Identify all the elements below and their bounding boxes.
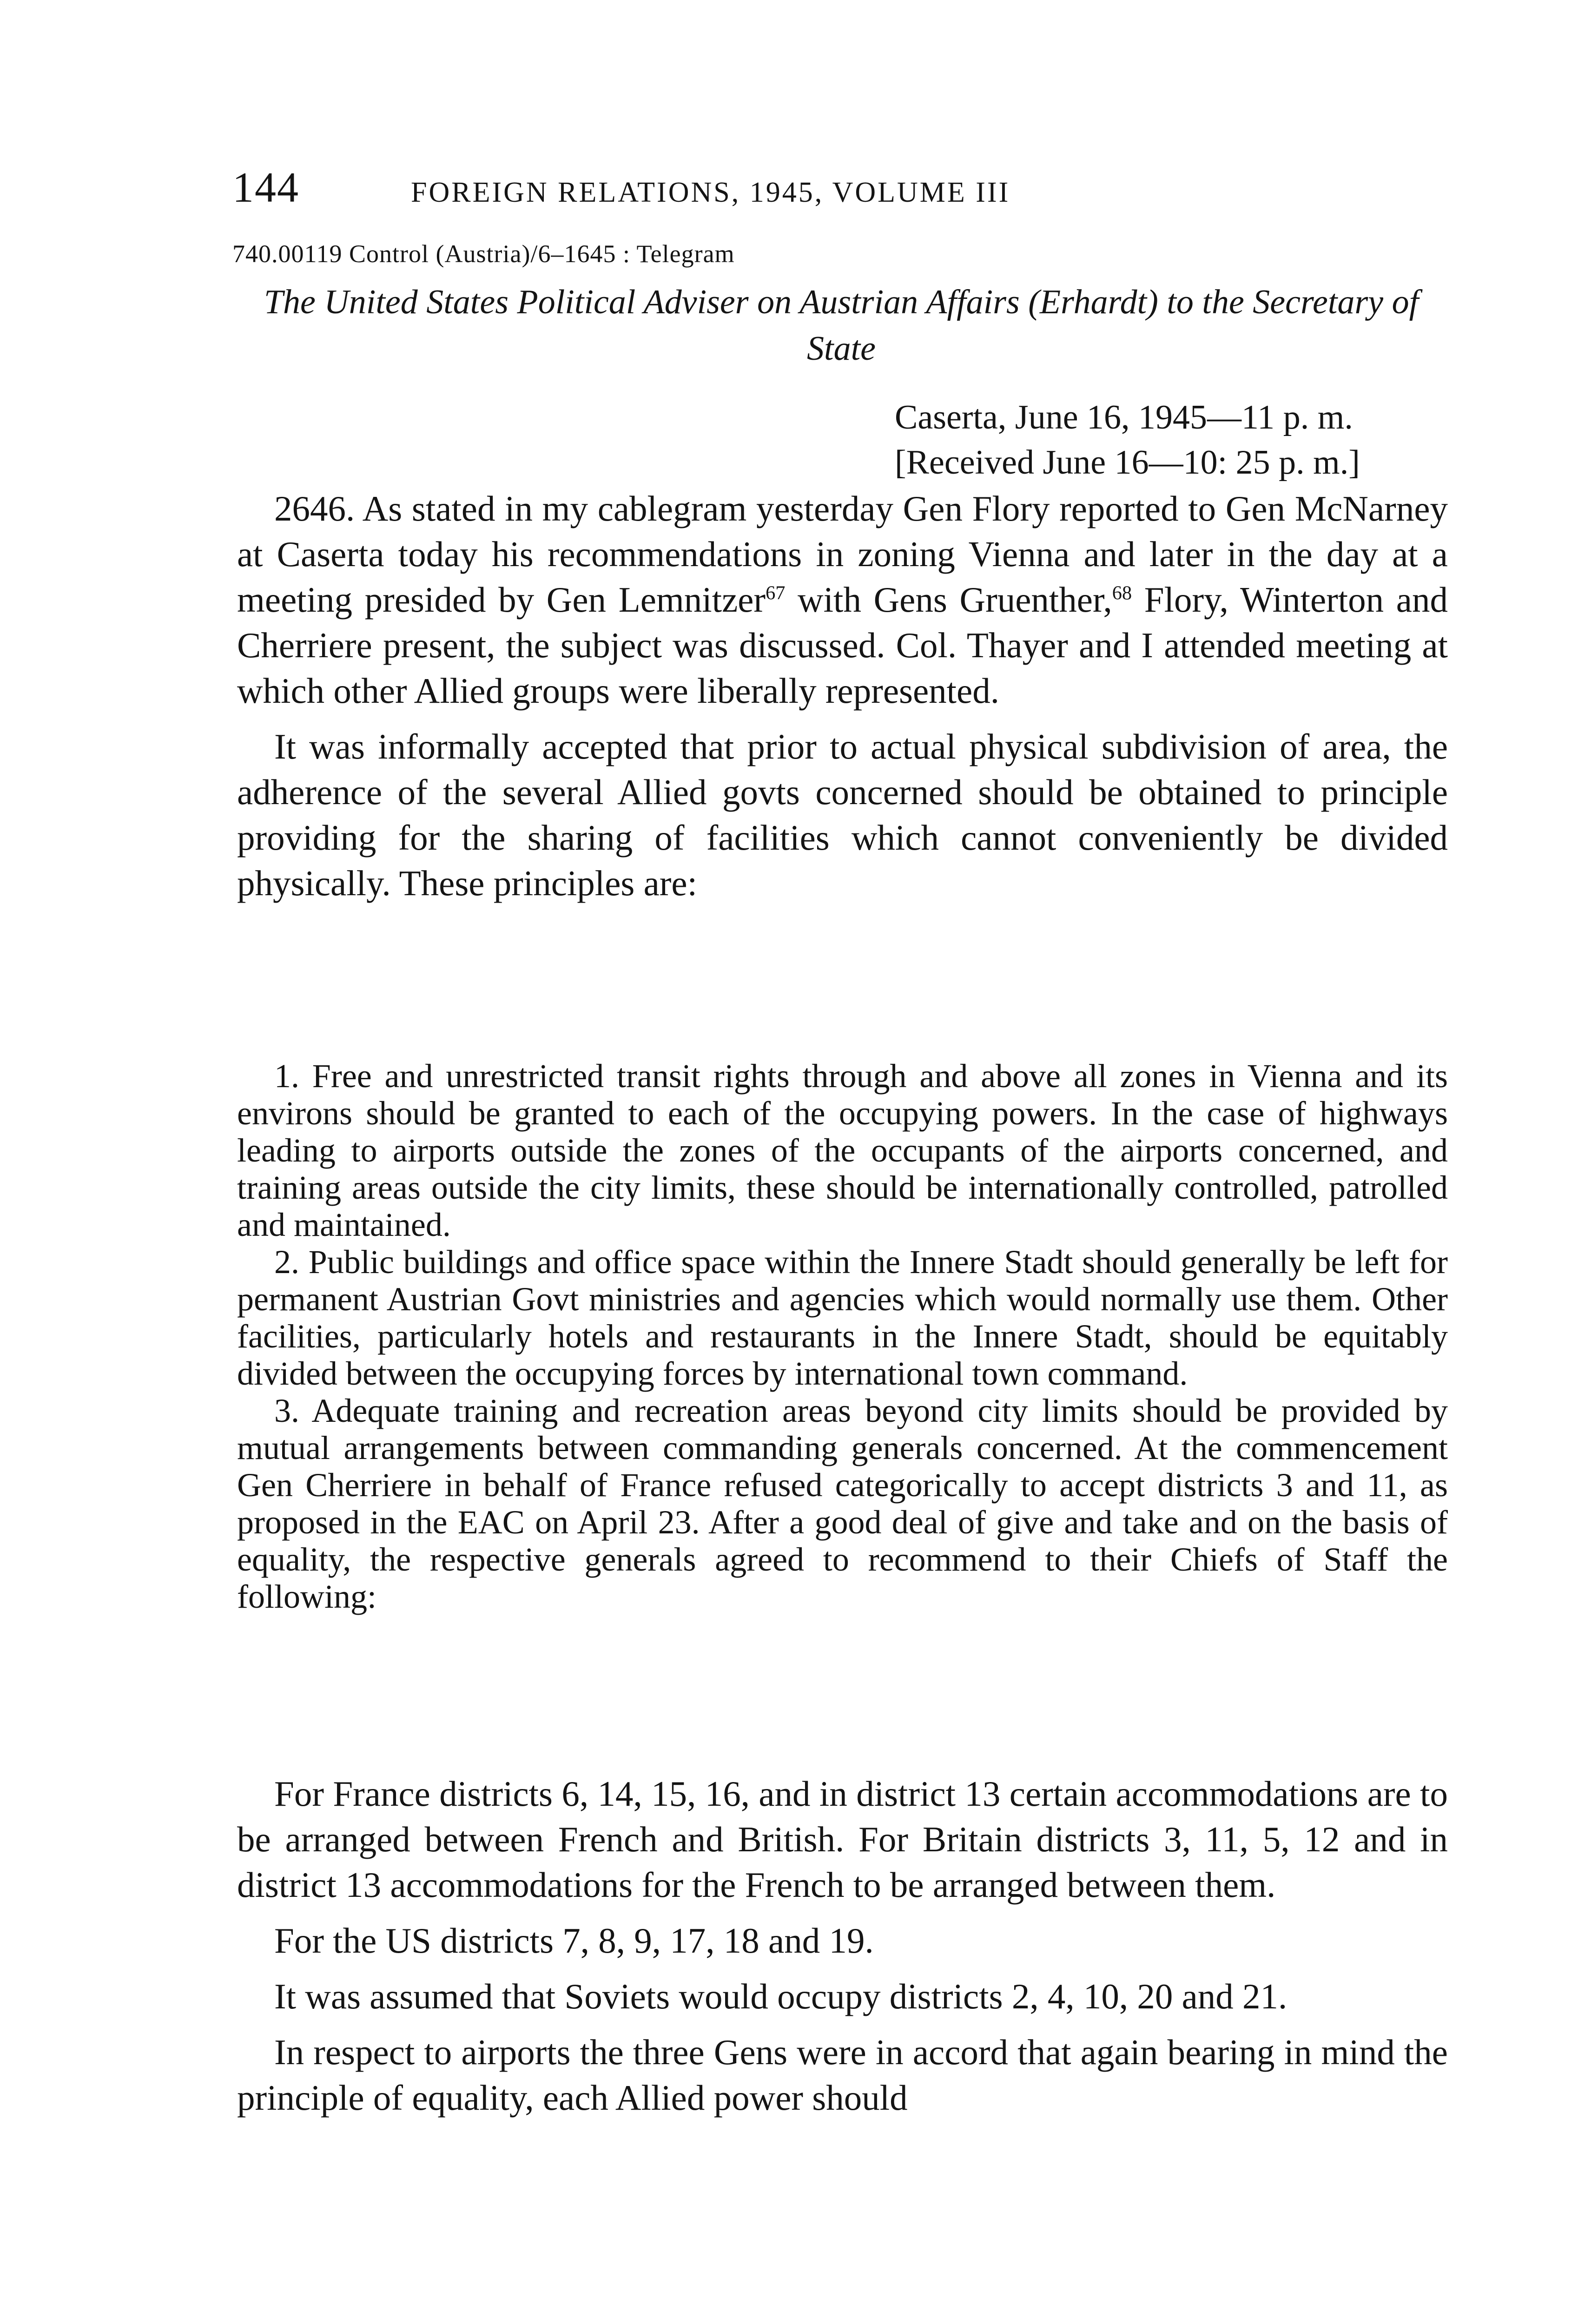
- principle-3: 3. Adequate training and recreation areas beyond city limits should be provided by mutual arrangements between commanding generals concerned. At the commencement Gen Cherriere in behalf of France refused categorically to accept districts 3 and 11, as proposed in the EAC on April 23. After a good deal of give and take and on the basis of equality, the respective generals agreed to recommend to their Chiefs of Staff the following:: [237, 1392, 1448, 1615]
- paragraph-2: It was informally accepted that prior to actual physical subdivision of area, the adherence of the several Allied govts concerned should be obtained to principle providing for the sharing of facilities which cannot conveniently be divided physically. These principles are:: [237, 726, 1448, 903]
- paragraph-france-britain: For France districts 6, 14, 15, 16, and in district 13 certain accommodations are to be arranged between French and British. For Britain districts 3, 11, 5, 12 and in district 13 accommodations for the French to be arranged between them.: [237, 1774, 1448, 1905]
- running-header-title: FOREIGN RELATIONS, 1945, VOLUME III: [411, 177, 1010, 208]
- body-districts: [237, 1771, 1448, 2120]
- running-header: [232, 163, 1441, 223]
- paragraph-1: [237, 486, 1448, 713]
- document-title: The United States Political Adviser on Austrian Affairs (Erhardt) to the Secretary of State: [264, 283, 1419, 368]
- paragraph-airports: In respect to airports the three Gens were in accord that again bearing in mind the principle of equality, each Allied power should: [237, 2032, 1448, 2118]
- page-number: 144: [232, 164, 299, 211]
- paragraph-soviets: It was assumed that Soviets would occupy districts 2, 4, 10, 20 and 21.: [274, 1976, 1287, 2016]
- paragraph-1-start: 2646. As stated in my cablegram yesterday Gen Flory reported to Gen McNarney at Caserta today his recommendations in zoning Vienna and later in the day at a meeting presided by Gen Lemnitzer: [237, 489, 1448, 620]
- paragraph-1-end: Flory, Winterton and Cherriere present, the subject was discussed. Col. Thayer and I attended meeting at which other Allied groups were liberally represented.: [237, 580, 1448, 711]
- principle-2: 2. Public buildings and office space within the Innere Stadt should generally be left for permanent Austrian Govt ministries and agencies which would normally use them. Other facilities, particularly hotels and restaurants in the Innere Stadt, should be equitably divided between the occupying forces by international town command.: [237, 1243, 1448, 1392]
- dateline-received: [Received June 16—10: 25 p. m.]: [895, 443, 1360, 482]
- paragraph-us: For the US districts 7, 8, 9, 17, 18 and 19.: [274, 1921, 874, 1961]
- footnote-ref-68: 68: [1112, 582, 1132, 604]
- principle-1: 1. Free and unrestricted transit rights through and above all zones in Vienna and its environs should be granted to each of the occupying powers. In the case of highways leading to airports outside the zones of the occupants of the airports concerned, and training areas outside the city limits, these should be internationally controlled, patrolled and maintained.: [237, 1057, 1448, 1243]
- principles-list: [237, 1057, 1448, 1615]
- dateline-sent: Caserta, June 16, 1945—11 p. m.: [895, 398, 1353, 436]
- footnote-ref-67: 67: [766, 582, 786, 604]
- file-reference: 740.00119 Control (Austria)/6–1645 : Telegram: [232, 240, 735, 268]
- body-intro: [237, 486, 1448, 906]
- dateline: [895, 395, 1360, 485]
- paragraph-1-mid: with Gens Gruenther,: [785, 580, 1112, 620]
